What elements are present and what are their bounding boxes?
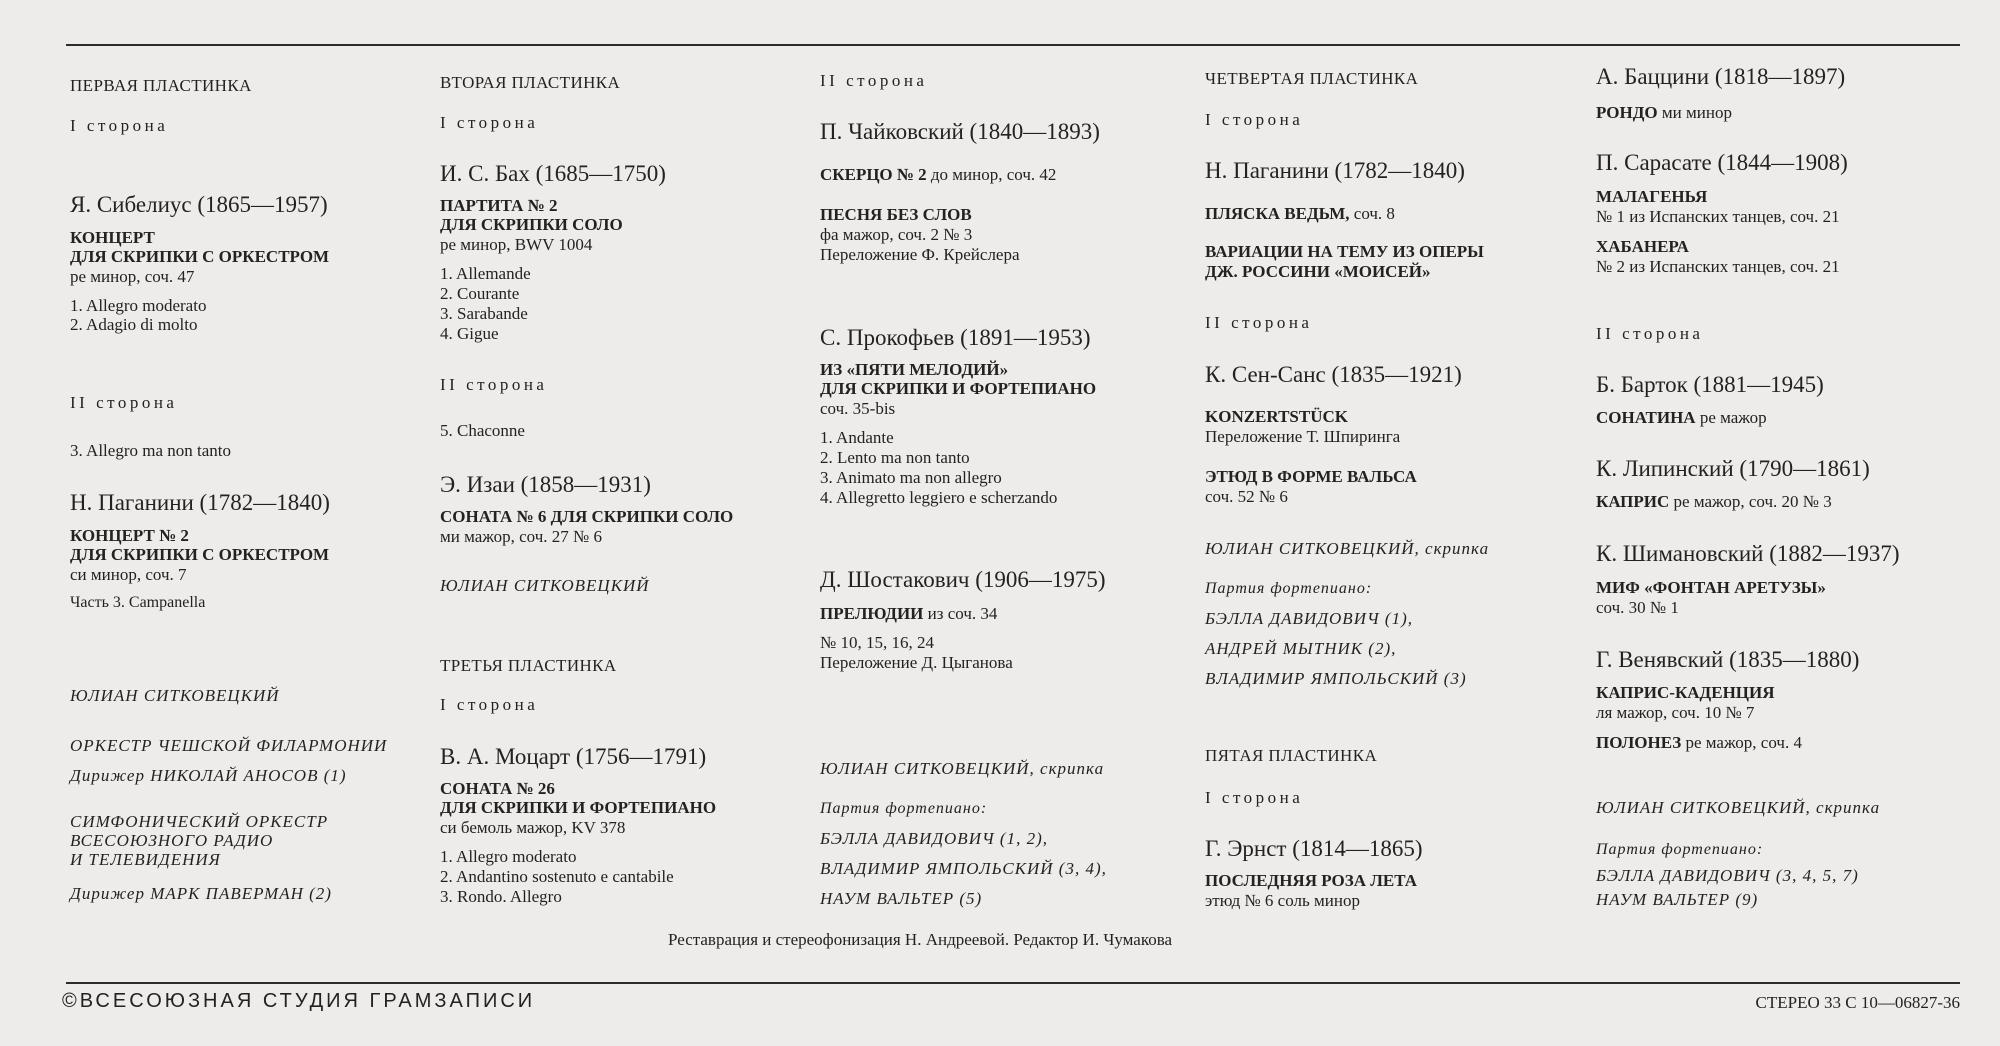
movement: 5. Chaconne [440, 421, 525, 440]
work-title: ПОЛОНЕЗ ре мажор, соч. 4 [1596, 733, 1802, 752]
catalog-number: СТЕРЕО 33 С 10—06827-36 [1755, 993, 1960, 1012]
movement: Часть 3. Campanella [70, 594, 206, 611]
composer: Б. Барток (1881—1945) [1596, 372, 1824, 397]
movement: 3. Sarabande [440, 304, 528, 323]
work-title: МАЛАГЕНЬЯ [1596, 187, 1708, 206]
credits-line: Реставрация и стереофонизация Н. Андреевой. Редактор И. Чумакова [668, 930, 1173, 949]
work-key: ми мажор, соч. 27 № 6 [440, 527, 602, 546]
record-heading: ЧЕТВЕРТАЯ ПЛАСТИНКА [1205, 69, 1419, 88]
piano-part-label: Партия фортепиано: [820, 800, 988, 817]
side-heading: II сторона [820, 71, 928, 90]
composer: Н. Паганини (1782—1840) [70, 490, 330, 515]
composer: Г. Эрнст (1814—1865) [1205, 836, 1423, 861]
side-heading: II сторона [1205, 313, 1313, 332]
movement: 3. Allegro ma non tanto [70, 441, 232, 460]
work-title: ПРЕЛЮДИИ из соч. 34 [820, 604, 998, 623]
performer: ЮЛИАН СИТКОВЕЦКИЙ [440, 576, 650, 595]
movement: 2. Adagio di molto [70, 315, 198, 334]
orchestra: И ТЕЛЕВИДЕНИЯ [70, 850, 221, 869]
movement: 2. Lento ma non tanto [820, 448, 970, 467]
work-title: РОНДО ми минор [1596, 103, 1732, 122]
composer: К. Сен-Санс (1835—1921) [1205, 362, 1462, 387]
arrangement: Переложение Д. Цыганова [820, 653, 1013, 672]
work-title: ДЛЯ СКРИПКИ СОЛО [440, 215, 623, 234]
composer: Н. Паганини (1782—1840) [1205, 158, 1465, 183]
work-title: ХАБАНЕРА [1596, 237, 1689, 256]
movement: 2. Courante [440, 284, 520, 303]
work-key: соч. 52 № 6 [1205, 487, 1288, 506]
composer: Д. Шостакович (1906—1975) [820, 567, 1106, 592]
side-heading: I сторона [1205, 110, 1304, 129]
top-rule [66, 44, 1960, 46]
side-heading: I сторона [440, 695, 539, 714]
work-title: ПАРТИТА № 2 [440, 196, 558, 215]
pianist: ВЛАДИМИР ЯМПОЛЬСКИЙ (3) [1205, 669, 1467, 688]
piano-part-label: Партия фортепиано: [1596, 841, 1764, 858]
work-title: KONZERTSTÜCK [1205, 407, 1348, 426]
work-title: ПОСЛЕДНЯЯ РОЗА ЛЕТА [1205, 871, 1418, 890]
performer: ЮЛИАН СИТКОВЕЦКИЙ, скрипка [1596, 798, 1881, 817]
work-title: КАПРИС ре мажор, соч. 20 № 3 [1596, 492, 1832, 511]
work-title: ДЛЯ СКРИПКИ С ОРКЕСТРОМ [70, 247, 330, 266]
composer: С. Прокофьев (1891—1953) [820, 325, 1091, 350]
composer: К. Липинский (1790—1861) [1596, 456, 1870, 481]
record-heading: ПЯТАЯ ПЛАСТИНКА [1205, 746, 1378, 765]
arrangement: Переложение Т. Шпиринга [1205, 427, 1401, 446]
movement: 4. Allegretto leggiero e scherzando [820, 488, 1058, 507]
work-title: МИФ «ФОНТАН АРЕТУЗЫ» [1596, 578, 1826, 597]
movement: 3. Rondo. Allegro [440, 887, 562, 906]
composer: П. Чайковский (1840—1893) [820, 119, 1100, 144]
work-key: фа мажор, соч. 2 № 3 [820, 225, 973, 244]
orchestra: ОРКЕСТР ЧЕШСКОЙ ФИЛАРМОНИИ [70, 736, 388, 755]
composer: И. С. Бах (1685—1750) [440, 161, 666, 186]
movement: 1. Andante [820, 428, 894, 447]
pianist: БЭЛЛА ДАВИДОВИЧ (1, 2), [820, 829, 1049, 848]
piano-part-label: Партия фортепиано: [1205, 580, 1373, 597]
performer: ЮЛИАН СИТКОВЕЦКИЙ, скрипка [820, 759, 1105, 778]
studio-label: ©ВСЕСОЮЗНАЯ СТУДИЯ ГРАМЗАПИСИ [62, 990, 536, 1012]
composer: К. Шимановский (1882—1937) [1596, 541, 1900, 566]
work-title: СОНАТА № 26 [440, 779, 555, 798]
composer: П. Сарасате (1844—1908) [1596, 150, 1848, 175]
work-title: КАПРИС-КАДЕНЦИЯ [1596, 683, 1775, 702]
record-heading: ТРЕТЬЯ ПЛАСТИНКА [440, 656, 617, 675]
movement: 1. Allemande [440, 264, 531, 283]
composer: В. А. Моцарт (1756—1791) [440, 744, 707, 769]
work-key: № 2 из Испанских танцев, соч. 21 [1596, 257, 1840, 276]
work-title: ПЕСНЯ БЕЗ СЛОВ [820, 205, 972, 224]
composer: Г. Венявский (1835—1880) [1596, 647, 1860, 672]
orchestra: СИМФОНИЧЕСКИЙ ОРКЕСТР [70, 812, 329, 831]
work-key: ре минор, соч. 47 [70, 267, 195, 286]
work-key: ре минор, BWV 1004 [440, 235, 593, 254]
work-key: этюд № 6 соль минор [1205, 891, 1360, 910]
pianist: БЭЛЛА ДАВИДОВИЧ (1), [1205, 609, 1414, 628]
record-heading: ВТОРАЯ ПЛАСТИНКА [440, 73, 621, 92]
work-title: ПЛЯСКА ВЕДЬМ, соч. 8 [1205, 204, 1395, 223]
orchestra: ВСЕСОЮЗНОГО РАДИО [70, 831, 274, 850]
pianist: АНДРЕЙ МЫТНИК (2), [1205, 639, 1397, 658]
movement: 1. Allegro moderato [70, 296, 207, 315]
arrangement: Переложение Ф. Крейслера [820, 245, 1020, 264]
work-title: ЭТЮД В ФОРМЕ ВАЛЬСА [1205, 467, 1417, 486]
side-heading: II сторона [440, 375, 548, 394]
side-heading: I сторона [70, 116, 169, 135]
pianist: БЭЛЛА ДАВИДОВИЧ (3, 4, 5, 7) [1596, 866, 1859, 885]
work-title: СКЕРЦО № 2 до минор, соч. 42 [820, 165, 1057, 184]
work-title: КОНЦЕРТ [70, 228, 155, 247]
work-key: соч. 30 № 1 [1596, 598, 1679, 617]
work-title: СОНАТА № 6 ДЛЯ СКРИПКИ СОЛО [440, 507, 734, 526]
side-heading: II сторона [1596, 324, 1704, 343]
work-key: соч. 35-bis [820, 399, 896, 418]
work-key: ля мажор, соч. 10 № 7 [1596, 703, 1755, 722]
side-heading: II сторона [70, 393, 178, 412]
work-title: ДЛЯ СКРИПКИ И ФОРТЕПИАНО [440, 798, 717, 817]
performer: ЮЛИАН СИТКОВЕЦКИЙ [70, 686, 280, 705]
work-title: ДЛЯ СКРИПКИ И ФОРТЕПИАНО [820, 379, 1097, 398]
work-title: КОНЦЕРТ № 2 [70, 526, 189, 545]
conductor: Дирижер НИКОЛАЙ АНОСОВ (1) [70, 766, 347, 785]
side-heading: I сторона [440, 113, 539, 132]
performer: ЮЛИАН СИТКОВЕЦКИЙ, скрипка [1205, 539, 1490, 558]
work-title: ИЗ «ПЯТИ МЕЛОДИЙ» [820, 360, 1009, 379]
record-heading: ПЕРВАЯ ПЛАСТИНКА [70, 76, 252, 95]
movement: 4. Gigue [440, 324, 499, 343]
work-title: ВАРИАЦИИ НА ТЕМУ ИЗ ОПЕРЫ [1205, 242, 1484, 261]
work-title: ДЖ. РОССИНИ «МОИСЕЙ» [1205, 262, 1431, 281]
work-numbers: № 10, 15, 16, 24 [820, 633, 934, 652]
work-title: СОНАТИНА ре мажор [1596, 408, 1767, 427]
pianist: ВЛАДИМИР ЯМПОЛЬСКИЙ (3, 4), [820, 859, 1107, 878]
work-key: си минор, соч. 7 [70, 565, 187, 584]
movement: 2. Andantino sostenuto e cantabile [440, 867, 674, 886]
pianist: НАУМ ВАЛЬТЕР (9) [1596, 890, 1759, 909]
movement: 1. Allegro moderato [440, 847, 577, 866]
composer: Я. Сибелиус (1865—1957) [70, 192, 328, 217]
movement: 3. Animato ma non allegro [820, 468, 1002, 487]
composer: Э. Изаи (1858—1931) [440, 472, 651, 497]
composer: А. Баццини (1818—1897) [1596, 64, 1846, 89]
work-key: си бемоль мажор, KV 378 [440, 818, 626, 837]
bottom-rule [66, 982, 1960, 984]
conductor: Дирижер МАРК ПАВЕРМАН (2) [70, 884, 332, 903]
work-key: № 1 из Испанских танцев, соч. 21 [1596, 207, 1840, 226]
pianist: НАУМ ВАЛЬТЕР (5) [820, 889, 983, 908]
work-title: ДЛЯ СКРИПКИ С ОРКЕСТРОМ [70, 545, 330, 564]
side-heading: I сторона [1205, 788, 1304, 807]
